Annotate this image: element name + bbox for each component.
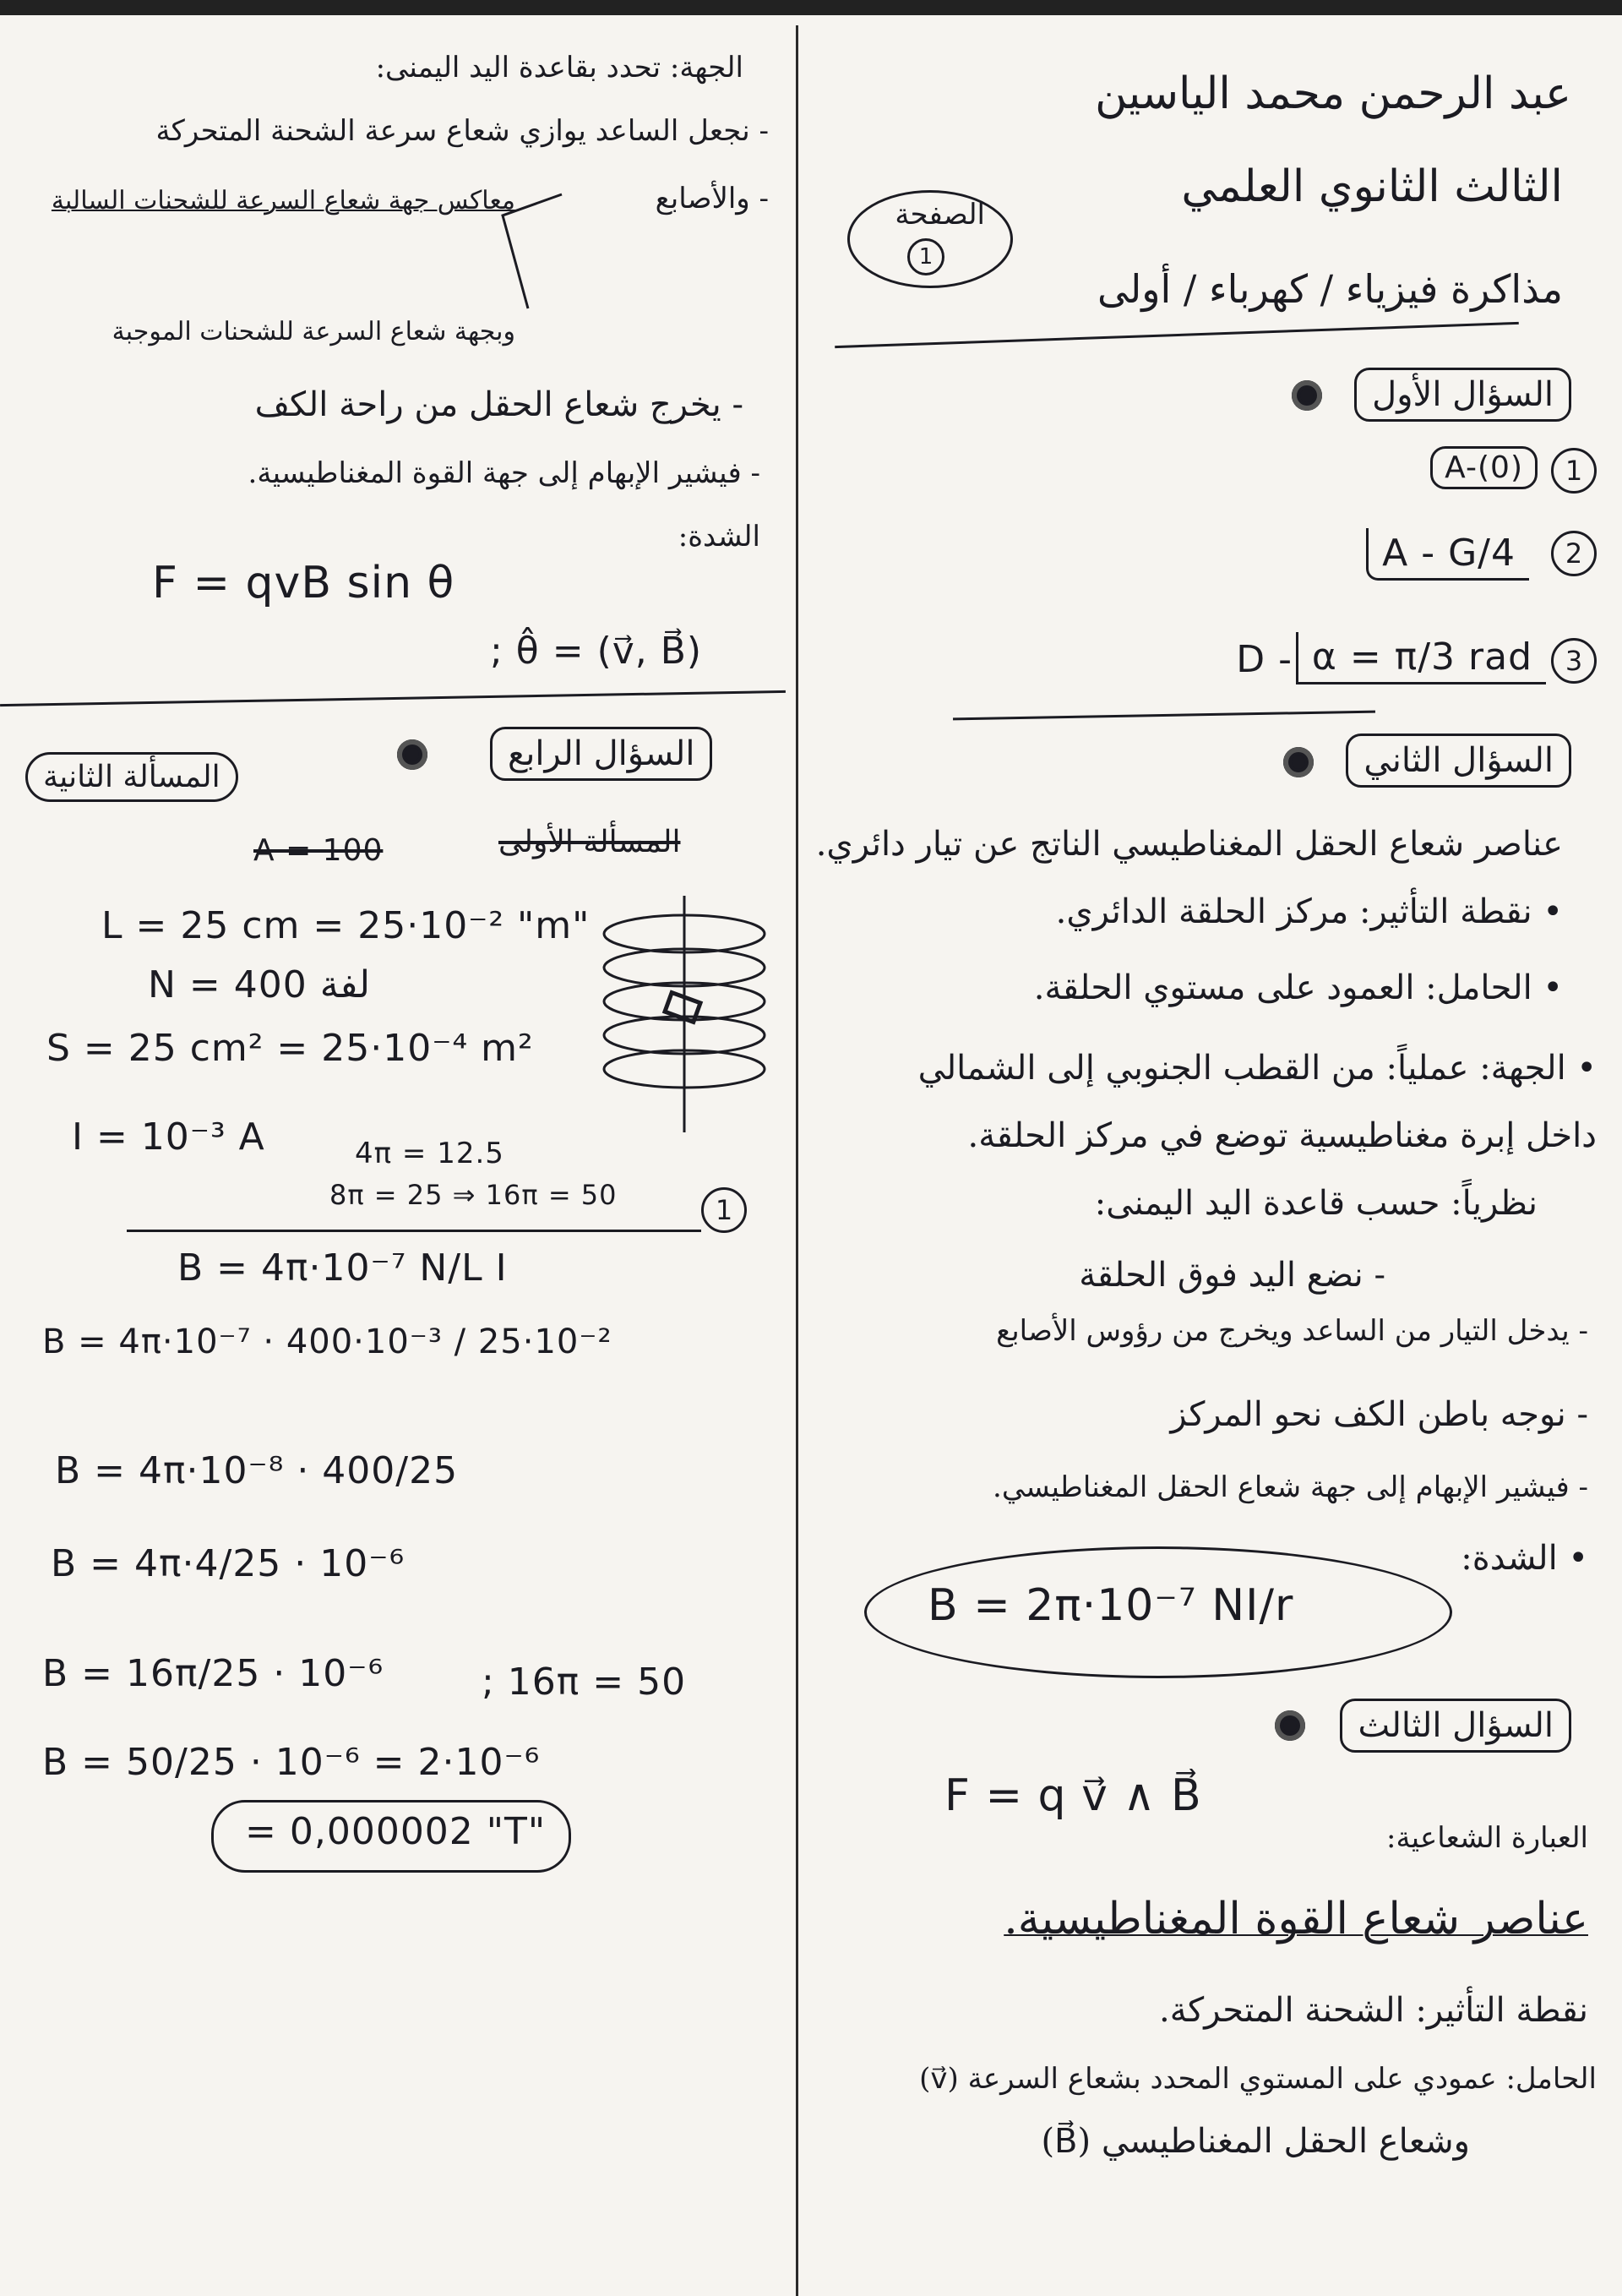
q2-title: السؤال الثاني: [1346, 734, 1571, 788]
force-rule-2-positive: وبجهة شعاع السرعة للشحنات الموجبة: [112, 317, 515, 346]
author-name: عبد الرحمن محمد الياسين: [1095, 68, 1571, 119]
q4-note-2: 8π = 25 ⇒ 16π = 50: [329, 1179, 618, 1211]
q2-formula: B = 2π·10⁻⁷ NI/r: [928, 1580, 1294, 1631]
q2-intro: عناصر شعاع الحقل المغناطيسي الناتج عن تيار دائري.: [815, 825, 1563, 864]
left-column: [0, 0, 794, 2296]
q2-carrier: • الحامل: العمود على مستوي الحلقة.: [1033, 968, 1563, 1007]
q1-answer-3: α = π/3 rad: [1296, 632, 1546, 684]
solenoid-diagram-icon: [583, 887, 777, 1141]
subject-underline: [835, 322, 1519, 348]
q2-rule-4: - فيشير الإبهام إلى جهة شعاع الحقل المغناطيسي.: [993, 1470, 1588, 1504]
q4-formula-4: B = 4π·4/25 · 10⁻⁶: [51, 1542, 406, 1585]
q3-elements-title: عناصر شعاع القوة المغناطيسية.: [1004, 1894, 1588, 1944]
q4-turns: N = 400 لفة: [148, 963, 370, 1006]
q1-answer-1: A-(0): [1430, 446, 1538, 489]
force-magnitude-label: الشدة:: [678, 520, 760, 554]
q3-title: السؤال الثالث: [1340, 1699, 1571, 1753]
force-formula: F = qvB sin θ: [152, 558, 455, 608]
q1-separator: [953, 711, 1375, 721]
left-separator: [0, 690, 786, 706]
q3-formula: F = q v⃗ ∧ B⃗: [944, 1770, 1202, 1821]
q4-formula-5: B = 16π/25 · 10⁻⁶: [42, 1652, 384, 1695]
q4-formula-3: B = 4π·10⁻⁸ · 400/25: [55, 1449, 459, 1492]
q2-rule-2: - يدخل التيار من الساعد ويخرج من رؤوس الأصابع: [996, 1314, 1588, 1348]
force-rule-2-negative: معاكس جهة شعاع السرعة للشحنات السالبة: [51, 186, 515, 215]
q2-direction-theory: نظرياً: حسب قاعدة اليد اليمنى:: [1094, 1184, 1538, 1223]
q1-answer-2-number: 2: [1551, 531, 1597, 576]
force-rule-3: - يخرج شعاع الحقل من راحة الكف: [254, 385, 743, 424]
force-rule-1: - نجعل الساعد يوازي شعاع سرعة الشحنة المتحركة: [155, 114, 769, 148]
grade-label: الثالث الثانوي العلمي: [1181, 161, 1563, 212]
q4-length: L = 25 cm = 25·10⁻² "m": [101, 904, 591, 947]
q1-spiral-icon: [1292, 380, 1322, 411]
q2-point: • نقطة التأثير: مركز الحلقة الدائري.: [1055, 892, 1563, 931]
q4-formula-2: B = 4π·10⁻⁷ · 400·10⁻³ / 25·10⁻²: [42, 1323, 612, 1361]
q4-struck-equation: A = 100: [253, 833, 384, 868]
q2-magnitude-label: • الشدة:: [1461, 1539, 1588, 1578]
q4-problem-title: المسألة الثانية: [25, 752, 238, 802]
q1-title: السؤال الأول: [1354, 368, 1571, 422]
q1-answer-3-prefix: D -: [1236, 638, 1293, 681]
q4-struck-title: المسألة الأولى: [498, 825, 681, 859]
q4-current: I = 10⁻³ A: [72, 1115, 265, 1159]
q4-note-1: 4π = 12.5: [355, 1137, 504, 1170]
bracket-mark: [494, 190, 570, 317]
force-rule-2: - والأصابع: [655, 182, 769, 215]
q4-area: S = 25 cm² = 25·10⁻⁴ m²: [46, 1027, 534, 1070]
q4-spiral-icon: [397, 739, 427, 770]
q4-formula-5-note: ; 16π = 50: [482, 1661, 687, 1704]
q2-spiral-icon: [1283, 747, 1314, 777]
q3-carrier: الحامل: عمودي على المستوي المحدد بشعاع السرعة (v⃗): [919, 2062, 1597, 2096]
force-direction-title: الجهة: تحدد بقاعدة اليد اليمنى:: [375, 51, 743, 85]
q4-formula-6: B = 50/25 · 10⁻⁶ = 2·10⁻⁶: [42, 1741, 541, 1784]
page-number-oval: [847, 190, 1013, 288]
right-column: [801, 0, 1622, 2296]
column-divider: [796, 25, 798, 2296]
q3-spiral-icon: [1275, 1710, 1305, 1741]
q4-title: السؤال الرابع: [490, 727, 712, 781]
page-label: الصفحة: [895, 198, 985, 232]
q4-result: = 0,000002 "T": [245, 1810, 547, 1853]
q1-answer-2: A - G/4: [1366, 528, 1529, 581]
q4-formula-1: B = 4π·10⁻⁷ N/L I: [177, 1246, 508, 1290]
q1-answer-1-number: 1: [1551, 448, 1597, 494]
q4-step-number: 1: [701, 1187, 747, 1233]
q2-direction-practical-2: داخل إبرة مغناطيسية توضع في مركز الحلقة.: [967, 1116, 1597, 1155]
q2-rule-3: - نوجه باطن الكف نحو المركز: [1170, 1395, 1588, 1434]
q3-vector-expression-label: العبارة الشعاعية:: [1386, 1821, 1588, 1855]
page-number: 1: [907, 238, 944, 275]
force-angle: ; θ̂ = (v⃗, B⃗): [490, 630, 703, 673]
q3-point: نقطة التأثير: الشحنة المتحركة.: [1159, 1991, 1588, 2030]
q4-notes-underline: [127, 1230, 701, 1232]
q2-direction-practical: • الجهة: عملياً: من القطب الجنوبي إلى الشمالي: [917, 1049, 1597, 1088]
q2-rule-1: - نضع اليد فوق الحلقة: [1079, 1256, 1385, 1295]
q3-carrier-2: وشعاع الحقل المغناطيسي (B⃗): [1041, 2122, 1470, 2161]
force-rule-4: - فيشير الإبهام إلى جهة القوة المغناطيسية.: [248, 456, 760, 490]
subject-label: مذاكرة فيزياء / كهرباء / أولى: [1097, 266, 1563, 312]
q1-answer-3-number: 3: [1551, 638, 1597, 684]
